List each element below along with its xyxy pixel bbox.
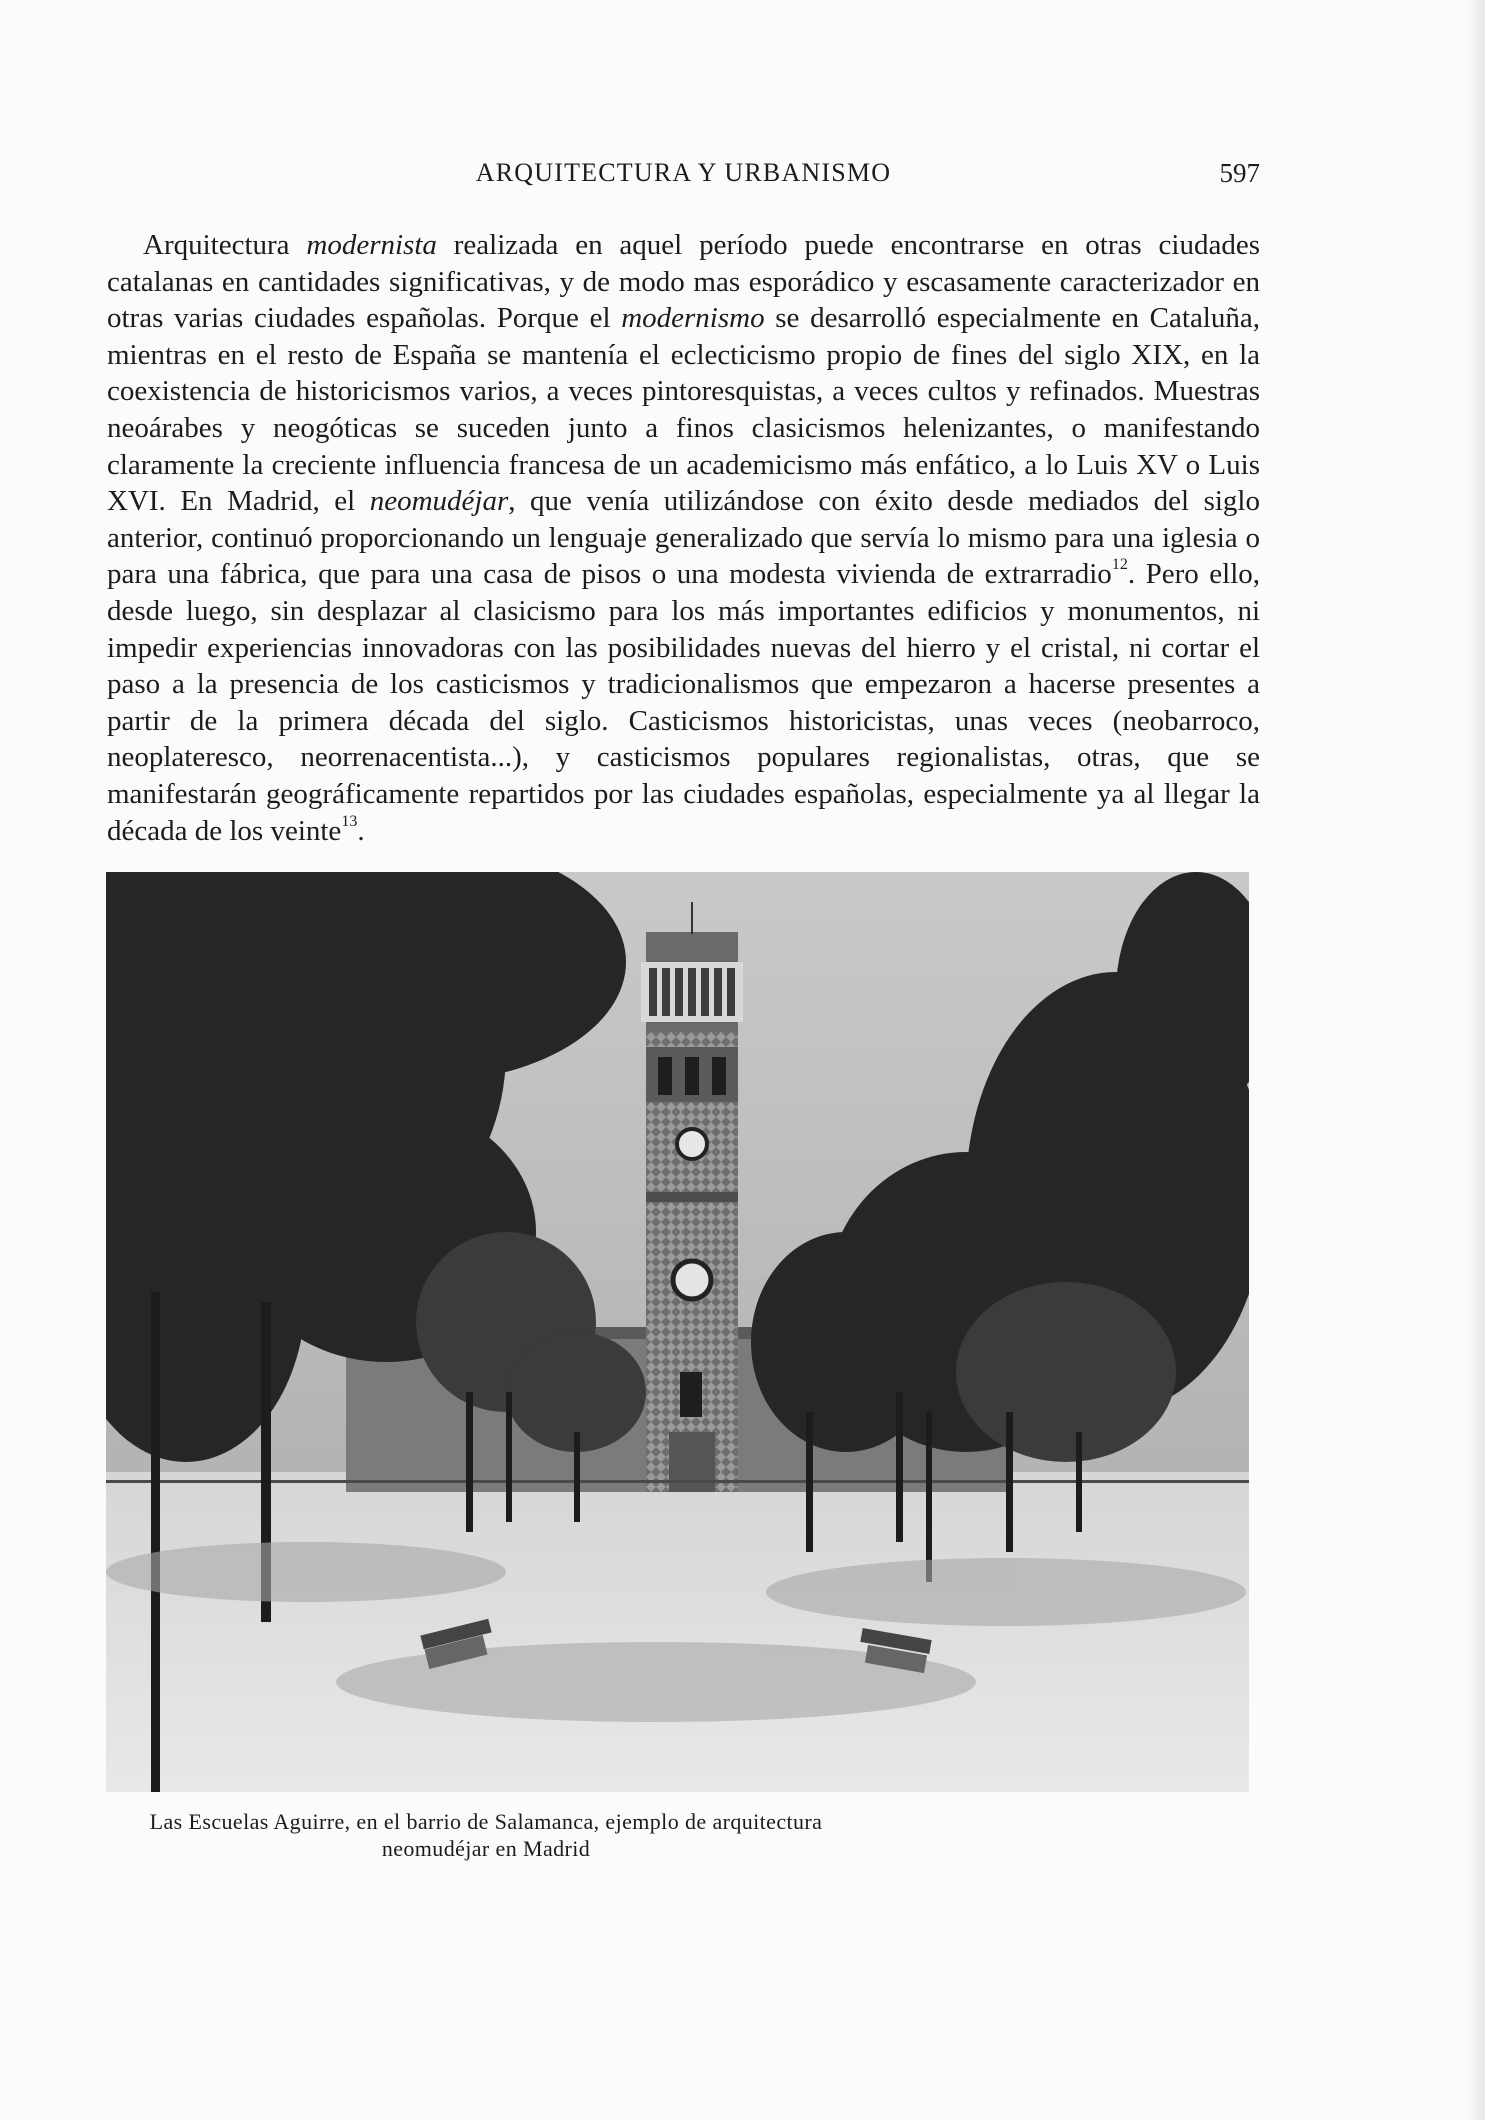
italic-term: neomudéjar	[369, 485, 509, 518]
caption-line: neomudéjar en Madrid	[381, 1836, 591, 1861]
page-edge-shadow	[1467, 0, 1485, 2120]
photograph-escuelas-aguirre	[106, 872, 1249, 1792]
running-title: ARQUITECTURA Y URBANISMO	[475, 158, 892, 187]
italic-term: modernismo	[621, 302, 765, 335]
italic-term: modernista	[306, 229, 437, 261]
text-run: Arquitectura	[143, 229, 307, 261]
small-caps-text: XIX	[1131, 338, 1183, 371]
tower	[641, 902, 743, 1492]
running-header	[107, 158, 1260, 198]
footnote-ref: 12	[1111, 556, 1128, 574]
footnote-ref: 13	[341, 812, 358, 830]
figure-caption	[106, 1808, 866, 1862]
text-run: , en la coexistencia de historicismos varios, a veces pintoresquistas, a veces cultos y refinados. Muestras neoárabes y neogóticas se suceden junto a finos clasicismos helenizantes, o manifestando claramente la creciente influencia francesa de un academicismo más enfático, a lo Luis XV o Luis XVI. En Madrid, el	[107, 338, 1260, 518]
text-run: se desarrolló especialmente en Cataluña, mientras en el resto de España se mantenía el eclecticismo propio de fines del siglo	[107, 302, 1260, 371]
text-run: , que venía utilizándose con éxito desde mediados del siglo anterior, continuó proporcionando un lenguaje generalizado que servía lo mismo para una iglesia o para una fábrica, que para una casa de pisos o una modesta vivienda de extrarradio	[107, 485, 1260, 591]
page-number: 597	[1219, 158, 1260, 188]
paragraph	[107, 227, 1260, 849]
text-run: realizada en aquel período puede encontrarse en otras ciudades catalanas en cantidades significativas, y de modo mas esporádico y escasamente caracterizador en otras varias ciudades españolas. Porque el	[107, 229, 1260, 335]
caption-line: Las Escuelas Aguirre, en el barrio de Salamanca, ejemplo de arquitectura	[149, 1809, 823, 1834]
text-run: .	[357, 814, 365, 847]
body-text	[107, 227, 1260, 849]
text-run: . Pero ello, desde luego, sin desplazar al clasicismo para los más importantes edificios y monumentos, ni impedir experiencias innovadoras con las posibilidades nuevas del hierro y el cristal, ni cortar el paso a la presencia de los casticismos y tradicionalismos que empezaron a hacerse presentes a partir de la primera década del siglo. Casticismos historicistas, unas veces (neobarroco, neoplateresco, neorrenacentista...), y casticismos populares regionalistas, otras, que se manifestarán geográficamente repartidos por las ciudades españolas, especialmente ya al llegar la década de los veinte	[107, 558, 1260, 847]
